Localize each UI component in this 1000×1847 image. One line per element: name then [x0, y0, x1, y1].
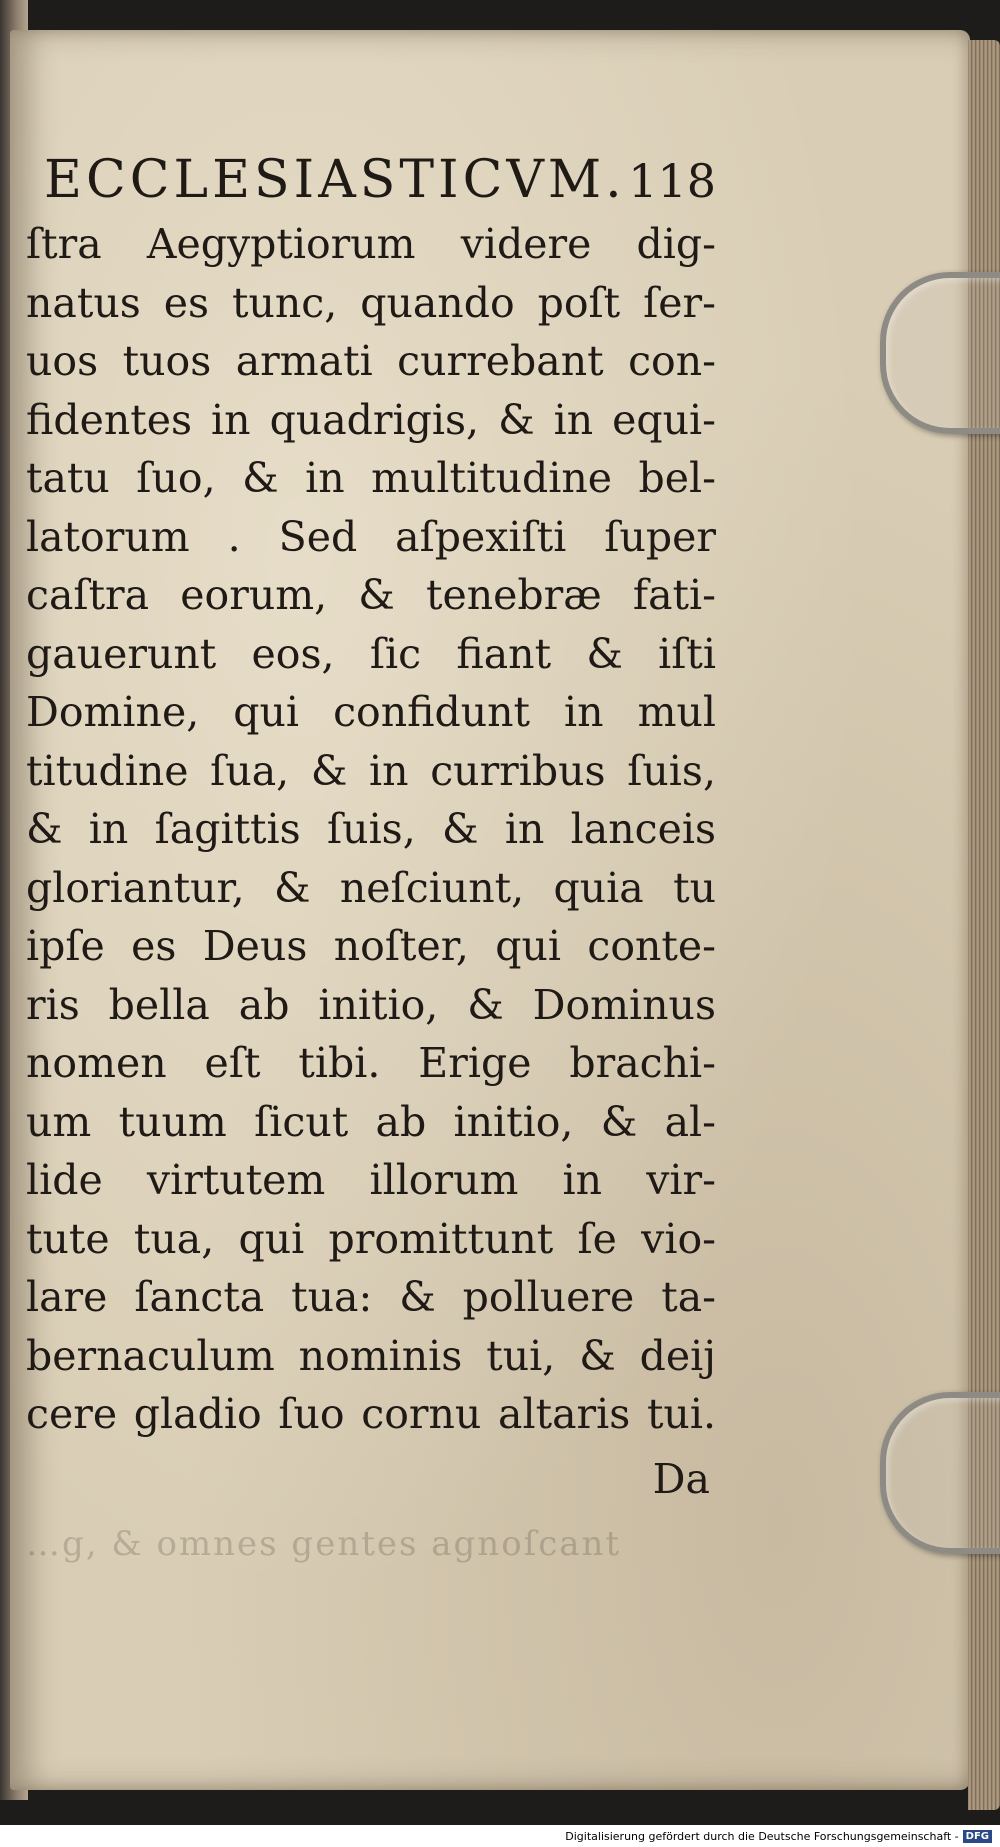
text-line: & in ſagittis ſuis, & in lanceis [26, 805, 716, 853]
footer-credit: Digitalisierung gefördert durch die Deutsche Forschungsgemeinschaft - [565, 1829, 959, 1843]
footer-bar [0, 1825, 1000, 1847]
text-line: natus es tunc, quando poſt ſer- [26, 278, 716, 327]
text-line: ris bella ab initio, & Dominus [26, 980, 716, 1029]
text-line: fidentes in quadrigis, & in equi- [26, 395, 716, 444]
text-line: caſtra eorum, & tenebræ fati- [26, 571, 716, 619]
text-line: gauerunt eos, ſic fiant & iſti [26, 629, 716, 678]
text-line: gloriantur, & neſciunt, quia tu [26, 863, 716, 912]
running-title: ECCLESIASTICVM. [44, 150, 626, 210]
text-line: latorum . Sed aſpexiſti ſuper [26, 512, 716, 561]
text-line: ſtra Aegyptiorum videre dig- [26, 220, 716, 268]
text-line: Domine, qui confidunt in mul [26, 688, 716, 736]
text-lines [26, 215, 716, 1444]
text-line: nomen eſt tibi. Erige brachi- [26, 1039, 716, 1087]
text-line: um tuum ſicut ab initio, & al- [26, 1097, 716, 1146]
text-line: cere gladio ſuo cornu altaris tui. [26, 1390, 716, 1438]
text-line: bernaculum nominis tui, & deij [26, 1331, 716, 1380]
running-head [26, 150, 716, 211]
dfg-logo-icon: DFG [963, 1830, 992, 1843]
text-line: lare ſancta tua: & polluere ta- [26, 1273, 716, 1321]
text-block [26, 150, 716, 1564]
book-clasp-icon [880, 272, 1000, 434]
text-line: tatu ſuo, & in multitudine bel- [26, 454, 716, 502]
text-line: ipſe es Deus noſter, qui conte- [26, 922, 716, 970]
text-line: lide virtutem illorum in vir- [26, 1156, 716, 1204]
text-line: uos tuos armati currebant con- [26, 337, 716, 385]
text-line: tute tua, qui promittunt ſe vio- [26, 1214, 716, 1263]
book-clasp-icon [880, 1392, 1000, 1554]
text-line: titudine ſua, & in curribus ſuis, [26, 746, 716, 795]
bleed-through-text: …g, & omnes gentes agnoſcant [26, 1523, 622, 1564]
folio-number: 118 [628, 154, 716, 208]
catchword: Da [652, 1454, 710, 1503]
